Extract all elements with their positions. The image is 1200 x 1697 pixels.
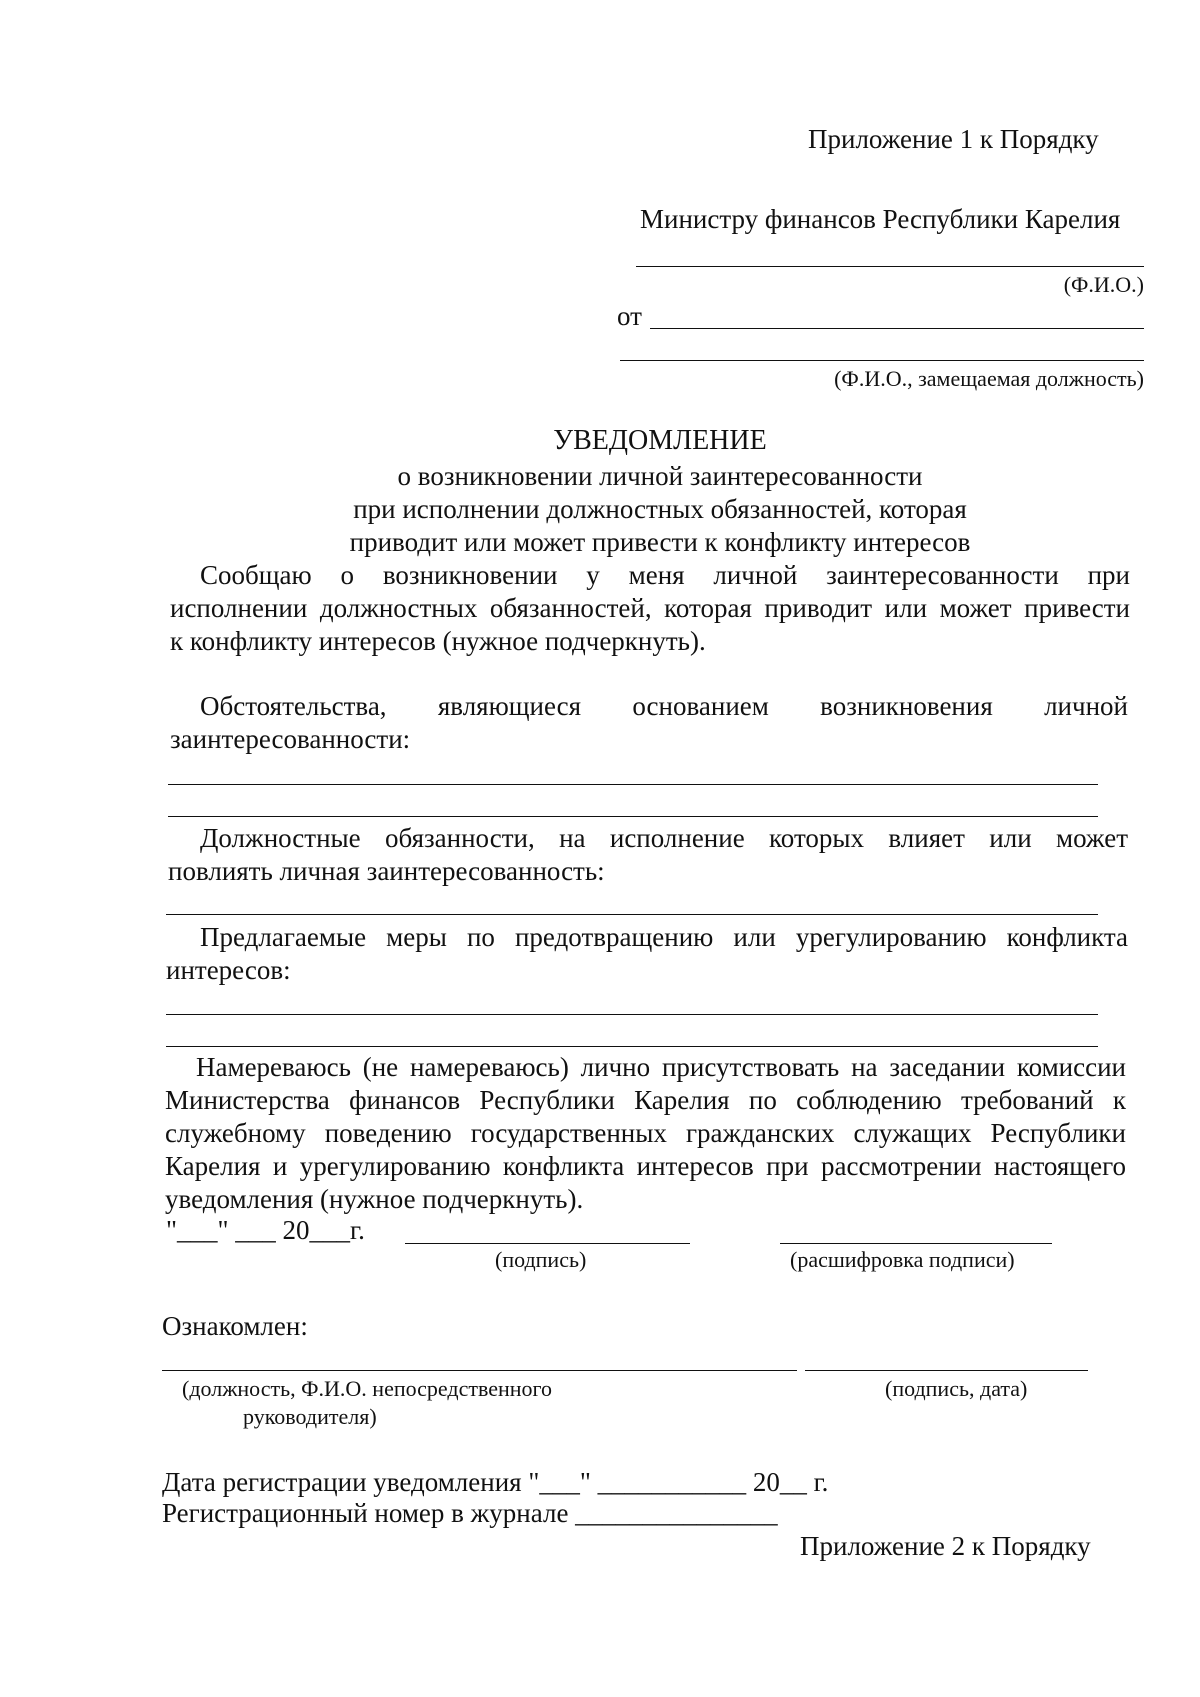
paragraph-1-line-1: Сообщаю о возникновении у меня личной заинтересованности при [200,560,1130,590]
paragraph-5-line-5: уведомления (нужное подчеркнуть). [165,1184,584,1214]
circumstances-line-2[interactable] [168,816,1098,817]
signature-date-line[interactable]: "___" ___ 20___г. [166,1215,365,1245]
supervisor-caption-line-2: руководителя) [243,1404,377,1429]
supervisor-position-line[interactable] [162,1370,797,1371]
signature-decode-caption: (расшифровка подписи) [790,1247,1015,1272]
circumstances-line-1[interactable] [168,784,1098,785]
acknowledged-label: Ознакомлен: [162,1311,308,1341]
sign-date-caption: (подпись, дата) [885,1376,1028,1401]
subtitle-line-2: при исполнении должностных обязанностей, которая [353,494,967,524]
subtitle-line-1: о возникновении личной заинтересованности [397,461,923,491]
paragraph-4-line-2: интересов: [166,955,291,985]
supervisor-caption-line-1: (должность, Ф.И.О. непосредственного [182,1376,553,1401]
fio-caption: (Ф.И.О.) [1063,272,1144,297]
signature-line[interactable] [405,1243,690,1244]
from-position-line[interactable] [620,360,1144,361]
paragraph-2-line-1: Обстоятельства, являющиеся основанием возникновения личной [200,691,1128,721]
addressee-line: Министру финансов Республики Карелия [640,204,1121,234]
paragraph-3-line-2: повлиять личная заинтересованность: [168,856,605,886]
registration-number-line[interactable]: Регистрационный номер в журнале _______________ [162,1498,778,1528]
supervisor-sign-date-line[interactable] [805,1370,1088,1371]
addressee-fio-line[interactable] [636,266,1144,267]
paragraph-5-line-4: Карелия и урегулированию конфликта интересов при рассмотрении настоящего [165,1151,1126,1181]
paragraph-2-line-2: заинтересованности: [170,724,411,754]
from-fio-line[interactable] [650,328,1144,329]
paragraph-4-line-1: Предлагаемые меры по предотвращению или урегулированию конфликта [200,922,1128,952]
paragraph-1-line-3: к конфликту интересов (нужное подчеркнуть). [170,626,706,656]
signature-decode-line[interactable] [780,1243,1052,1244]
subtitle-line-3: приводит или может привести к конфликту интересов [349,527,971,557]
paragraph-5-line-3: служебному поведению государственных гражданских служащих Республики [165,1118,1126,1148]
fio-position-caption: (Ф.И.О., замещаемая должность) [834,366,1144,391]
signature-caption: (подпись) [495,1247,587,1272]
appendix-2-label: Приложение 2 к Порядку [800,1531,1091,1561]
paragraph-5-line-2: Министерства финансов Республики Карелия по соблюдению требований к [165,1085,1126,1115]
duties-line[interactable] [166,914,1098,915]
from-label: от [617,301,642,331]
registration-date-line[interactable]: Дата регистрации уведомления "___" ___________ 20__ г. [162,1467,829,1497]
appendix-1-label: Приложение 1 к Порядку [808,124,1099,154]
paragraph-5-line-1: Намереваюсь (не намереваюсь) лично присутствовать на заседании комиссии [196,1052,1126,1082]
measures-line-1[interactable] [166,1014,1098,1015]
measures-line-2[interactable] [166,1046,1098,1047]
paragraph-3-line-1: Должностные обязанности, на исполнение которых влияет или может [200,823,1128,853]
document-title: УВЕДОМЛЕНИЕ [553,425,767,456]
paragraph-1-line-2: исполнении должностных обязанностей, которая приводит или может привести [170,593,1130,623]
